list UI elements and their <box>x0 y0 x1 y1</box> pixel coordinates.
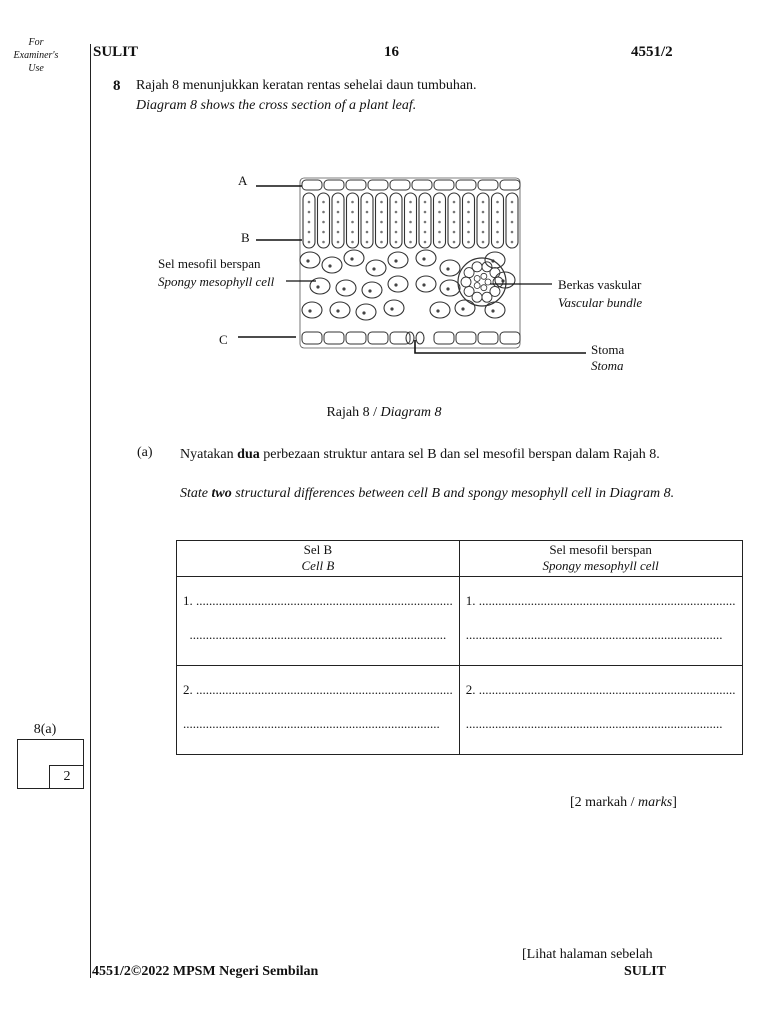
label-vascular-ms: Berkas vaskular <box>558 277 642 292</box>
margin-rule <box>90 44 91 978</box>
label-a: A <box>238 173 248 188</box>
part-a-ms-bold: dua <box>237 447 260 462</box>
col2-en: Spongy mesophyll cell <box>542 558 659 573</box>
answer-cell-b-1[interactable] <box>177 577 460 666</box>
part-a-ms-pre: Nyatakan <box>180 447 238 462</box>
caption-en: Diagram 8 <box>380 405 442 420</box>
marks-allocation: [2 markah / marks] <box>570 795 677 810</box>
label-stoma-en: Stoma <box>591 358 624 373</box>
label-stoma-ms: Stoma <box>591 342 625 357</box>
answer-line[interactable]: ............................................................................... <box>183 716 440 731</box>
answer-table <box>176 540 743 755</box>
caption-ms: Rajah 8 / <box>326 405 381 420</box>
part-a-label: (a) <box>137 445 153 460</box>
col1-ms: Sel B <box>303 542 333 557</box>
table-row <box>177 666 743 755</box>
max-marks: 2 <box>49 765 84 789</box>
header-sulit: SULIT <box>93 44 139 60</box>
part-a-ms-post: perbezaan struktur antara sel B dan sel mesofil berspan dalam Rajah 8. <box>259 447 660 462</box>
answer-cell-spongy-2[interactable] <box>459 666 742 755</box>
answer-line[interactable]: ............................................................................... <box>189 627 447 642</box>
footer-sulit: SULIT <box>624 964 667 979</box>
mark-code: 8(a) <box>33 722 57 737</box>
col2-ms: Sel mesofil berspan <box>549 542 652 557</box>
leaf-illustration <box>300 178 520 348</box>
table-row <box>177 577 743 666</box>
label-b: B <box>241 230 250 245</box>
leaf-cross-section-diagram <box>150 160 670 390</box>
part-a-text-ms <box>180 445 680 465</box>
question-number: 8 <box>113 78 121 94</box>
label-c: C <box>219 332 228 347</box>
answer-line[interactable]: 1. ............................................................................... <box>465 593 736 608</box>
next-page-note: [Lihat halaman sebelah <box>522 947 653 962</box>
answer-cell-b-2[interactable] <box>177 666 460 755</box>
label-spongy-ms: Sel mesofil berspan <box>158 256 261 271</box>
answer-line[interactable]: 1. ............................................................................... <box>183 593 453 608</box>
part-a-en-post: structural differences between cell B and spongy mesophyll cell in Diagram 8. <box>231 486 675 501</box>
answer-line[interactable]: ............................................................................... <box>465 627 723 642</box>
part-a-en-bold: two <box>211 486 232 501</box>
part-a-en-pre: State <box>180 486 212 501</box>
part-a-text-en <box>180 484 680 504</box>
answer-line[interactable]: 2. ............................................................................... <box>465 682 736 697</box>
question-stem-ms: Rajah 8 menunjukkan keratan rentas sehelai daun tumbuhan. <box>136 78 477 93</box>
col1-en: Cell B <box>301 558 335 573</box>
examiner-use-label: For Examiner's Use <box>13 37 59 74</box>
label-spongy-en: Spongy mesophyll cell <box>158 274 275 289</box>
page-number: 16 <box>384 44 399 60</box>
answer-line[interactable]: 2. ............................................................................... <box>183 682 453 697</box>
footer-copyright: 4551/2©2022 MPSM Negeri Sembilan <box>92 964 319 979</box>
answer-line[interactable]: ............................................................................... <box>465 716 723 731</box>
col-header-spongy <box>459 541 742 577</box>
label-vascular-en: Vascular bundle <box>558 295 643 310</box>
diagram-caption <box>0 405 768 421</box>
answer-cell-spongy-1[interactable] <box>459 577 742 666</box>
col-header-cell-b <box>177 541 460 577</box>
paper-code: 4551/2 <box>631 44 673 60</box>
table-header-row <box>177 541 743 577</box>
question-stem-en: Diagram 8 shows the cross section of a plant leaf. <box>136 98 417 113</box>
